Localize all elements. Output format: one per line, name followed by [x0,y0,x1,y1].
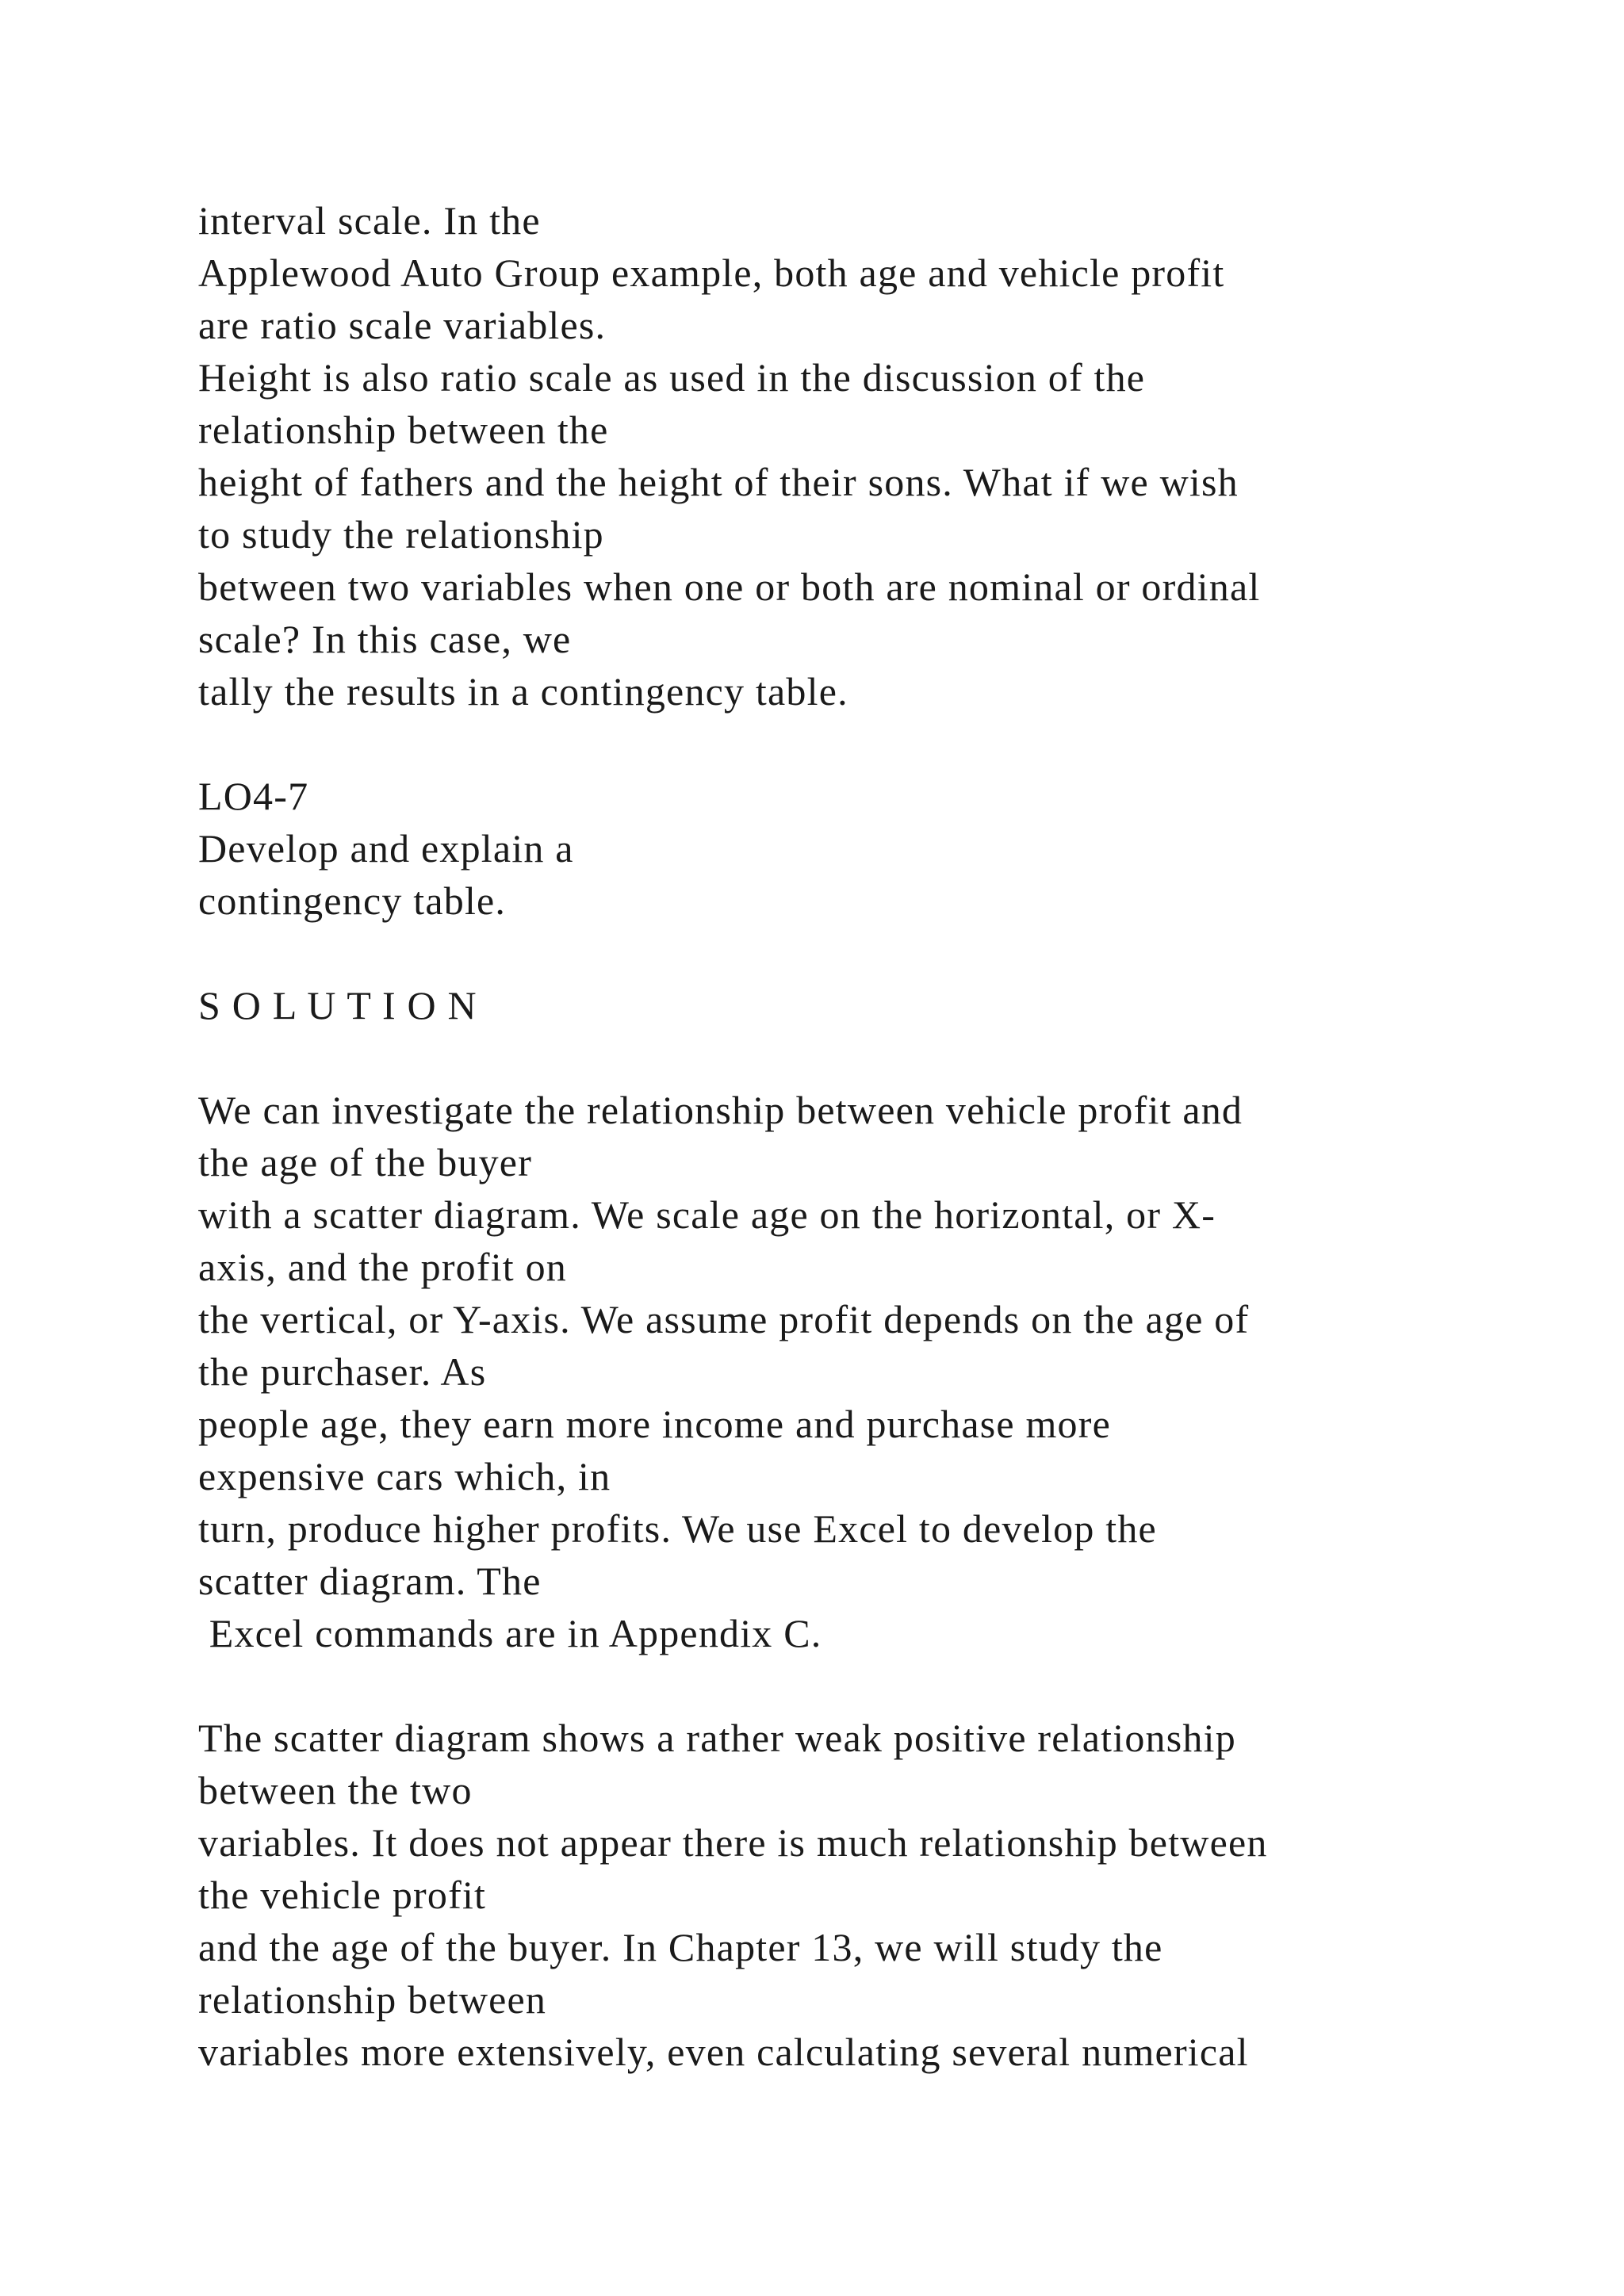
text-line: the vertical, or Y-axis. We assume profit depends on the age of [198,1297,1250,1341]
solution-heading: S O L U T I O N [198,983,477,1027]
solution-heading-block [198,979,1546,1031]
paragraph-intro [198,194,1546,718]
text-line: are ratio scale variables. [198,303,607,347]
text-line: tally the results in a contingency table. [198,669,848,714]
text-line: relationship between [198,1977,547,2022]
text-line: Excel commands are in Appendix C. [198,1611,822,1655]
learning-objective [198,770,1546,927]
paragraph-gap [198,927,1546,979]
text-line: between two variables when one or both are nominal or ordinal [198,564,1261,609]
text-line: variables more extensively, even calculating several numerical [198,2030,1249,2074]
paragraph-conclusion [198,1712,1546,2078]
text-line: expensive cars which, in [198,1454,611,1498]
text-line: Applewood Auto Group example, both age and vehicle profit [198,251,1225,295]
text-line: between the two [198,1768,473,1812]
text-line: interval scale. In the [198,198,541,243]
text-line: with a scatter diagram. We scale age on the horizontal, or X- [198,1192,1216,1237]
text-line: variables. It does not appear there is much relationship between [198,1820,1268,1865]
text-line: and the age of the buyer. In Chapter 13, we will study the [198,1925,1163,1969]
text-line: the vehicle profit [198,1873,487,1917]
text-line: scatter diagram. The [198,1559,542,1603]
document-body [198,194,1546,2078]
text-line: scale? In this case, we [198,617,572,661]
text-line: the purchaser. As [198,1349,487,1394]
text-line: people age, they earn more income and purchase more [198,1402,1111,1446]
text-line: Height is also ratio scale as used in the discussion of the [198,355,1146,400]
text-line: We can investigate the relationship between vehicle profit and [198,1088,1243,1132]
text-line: the age of the buyer [198,1140,533,1184]
text-line: axis, and the profit on [198,1245,568,1289]
text-line: contingency table. [198,878,507,923]
paragraph-scatter-explanation [198,1084,1546,1659]
text-line: The scatter diagram shows a rather weak positive relationship [198,1716,1236,1760]
text-line: relationship between the [198,408,609,452]
paragraph-gap [198,1031,1546,1084]
text-line: to study the relationship [198,512,604,557]
learning-objective-code: LO4-7 [198,774,309,818]
text-line: Develop and explain a [198,826,574,871]
paragraph-gap [198,718,1546,770]
paragraph-gap [198,1659,1546,1712]
text-line: height of fathers and the height of their sons. What if we wish [198,460,1239,504]
text-line: turn, produce higher profits. We use Excel to develop the [198,1506,1157,1551]
